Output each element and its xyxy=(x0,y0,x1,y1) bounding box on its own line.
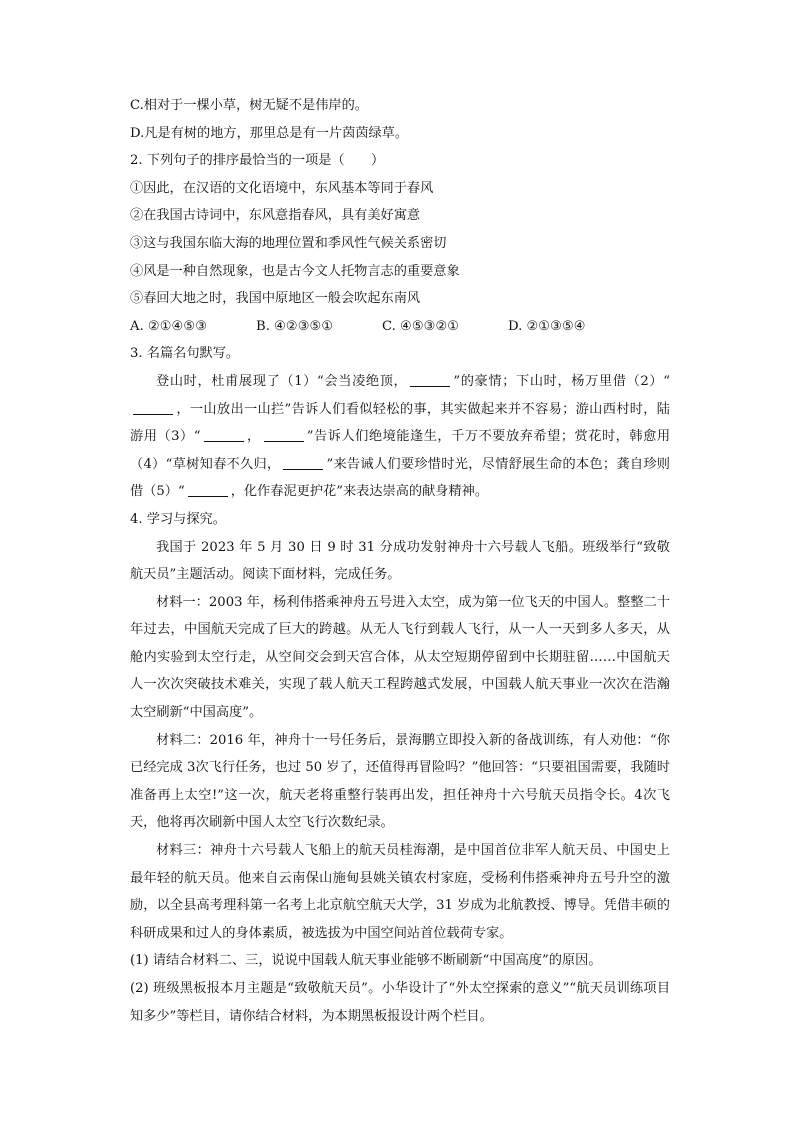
answer-blank-5 xyxy=(188,481,228,497)
q2-stem: 2. 下列句子的排序最恰当的一项是（ ） xyxy=(130,153,385,169)
q2-options xyxy=(130,313,670,341)
q4-material-1: 材料一：2003 年，杨利伟搭乘神舟五号进入太空，成为第一位飞天的中国人。整整二十年过去，中国航天完成了巨大的跨越。从无人飞行到载人飞行，从一人一天到多人多天，从舱内实验到太空行走，从空间交会到天宫合体，从太空短期停留到中长期驻留……中国航天人一次次突破技术难关，实现了载人航天工程跨越式发展，中国载人航天事业一次次在浩瀚太空刷新“中国高度”。 xyxy=(130,594,670,721)
q2-option-d: D. ②①③⑤④ xyxy=(508,318,586,334)
q2-sentence: ②在我国古诗词中，东风意指春风，具有美好寓意 xyxy=(130,208,421,224)
q3-stem: 3. 名篇名句默写。 xyxy=(130,346,240,362)
q4-stem: 4. 学习与探究。 xyxy=(130,511,226,527)
q2-option-a: A. ②①④⑤③ xyxy=(130,318,208,334)
q2-option-c: C. ④⑤③②① xyxy=(382,318,460,334)
q2-sentence: ⑤春回大地之时，我国中原地区一般会吹起东南风 xyxy=(130,291,421,307)
q3-dictation-paragraph xyxy=(130,368,670,506)
q2-sentence: ③这与我国东临大海的地理位置和季风性气候关系密切 xyxy=(130,235,447,251)
q2-sentence: ④风是一种自然现象，也是古今文人托物言志的重要意象 xyxy=(130,263,460,279)
exam-page xyxy=(130,92,670,1030)
q4-task-1: (1) 请结合材料二、三，说说中国载人航天事业能够不断刷新“中国高度”的原因。 xyxy=(130,953,602,969)
answer-blank-1 xyxy=(410,371,450,387)
q3-text: ，一山放出一山拦”告诉人们看似轻松的事，其实做起来并不容易；游山西村时，陆游用（3）“ xyxy=(130,401,670,445)
q3-text: ”的豪情；下山时，杨万里借（2）“ xyxy=(453,373,670,389)
q1-option-d: D.凡是有树的地方，那里总是有一片茵茵绿草。 xyxy=(130,125,409,141)
q4-task-2: (2) 班级黑板报本月主题是“致敬航天员”。小华设计了“外太空探索的意义”“航天员训练项目知多少”等栏目，请你结合材料，为本期黑板报设计两个栏目。 xyxy=(130,981,670,1024)
q3-text: ”来告诫人们要珍惜时光，尽情舒展生命的本色；龚自珍则借（5）“ xyxy=(130,456,670,500)
q4-intro: 我国于 2023 年 5 月 30 日 9 时 31 分成功发射神舟十六号载人飞船。班级举行“致敬航天员”主题活动。阅读下面材料，完成任务。 xyxy=(130,539,670,583)
q3-text: ，化作春泥更护花”来表达崇高的献身精神。 xyxy=(230,484,489,500)
answer-blank-3a xyxy=(204,426,244,442)
q4-material-2: 材料二：2016 年，神舟十一号任务后，景海鹏立即投入新的备战训练，有人劝他：“你已经完成 3次飞行任务，也过 50 岁了，还值得再冒险吗？”他回答：“只要祖国需要，我随时准备再上太空!”这一次，航天老将重整行装再出发，担任神舟十六号航天员指令长。4次飞天，他将再次刷新中国人太空飞行次数纪录。 xyxy=(130,732,670,831)
answer-blank-4 xyxy=(283,454,323,470)
q3-text: ”告诉人们绝境能逢生，千万不要放弃希望；赏花时，韩愈用（4）“草树知春不久归， xyxy=(130,429,671,472)
q3-text: ， xyxy=(246,429,261,445)
q4-material-3: 材料三：神舟十六号载人飞船上的航天员桂海潮，是中国首位非军人航天员、中国史上最年轻的航天员。他来自云南保山施甸县姚关镇农村家庭，受杨利伟搭乘神舟五号升空的激励，以全县高考理科第一名考上北京航空航天大学，31 岁成为北航教授、博导。凭借丰硕的科研成果和过人的身体素质，被选拔为中国空间站首位载荷专家。 xyxy=(130,843,670,941)
q2-option-b: B. ④②③⑤① xyxy=(256,318,334,334)
q2-sentence: ①因此，在汉语的文化语境中，东风基本等同于春风 xyxy=(130,180,434,196)
q1-option-c: C.相对于一棵小草，树无疑不是伟岸的。 xyxy=(130,98,368,113)
q3-text: 登山时，杜甫展现了（1）“会当凌绝顶， xyxy=(156,373,408,389)
answer-blank-3b xyxy=(264,426,304,442)
answer-blank-2 xyxy=(133,399,173,415)
